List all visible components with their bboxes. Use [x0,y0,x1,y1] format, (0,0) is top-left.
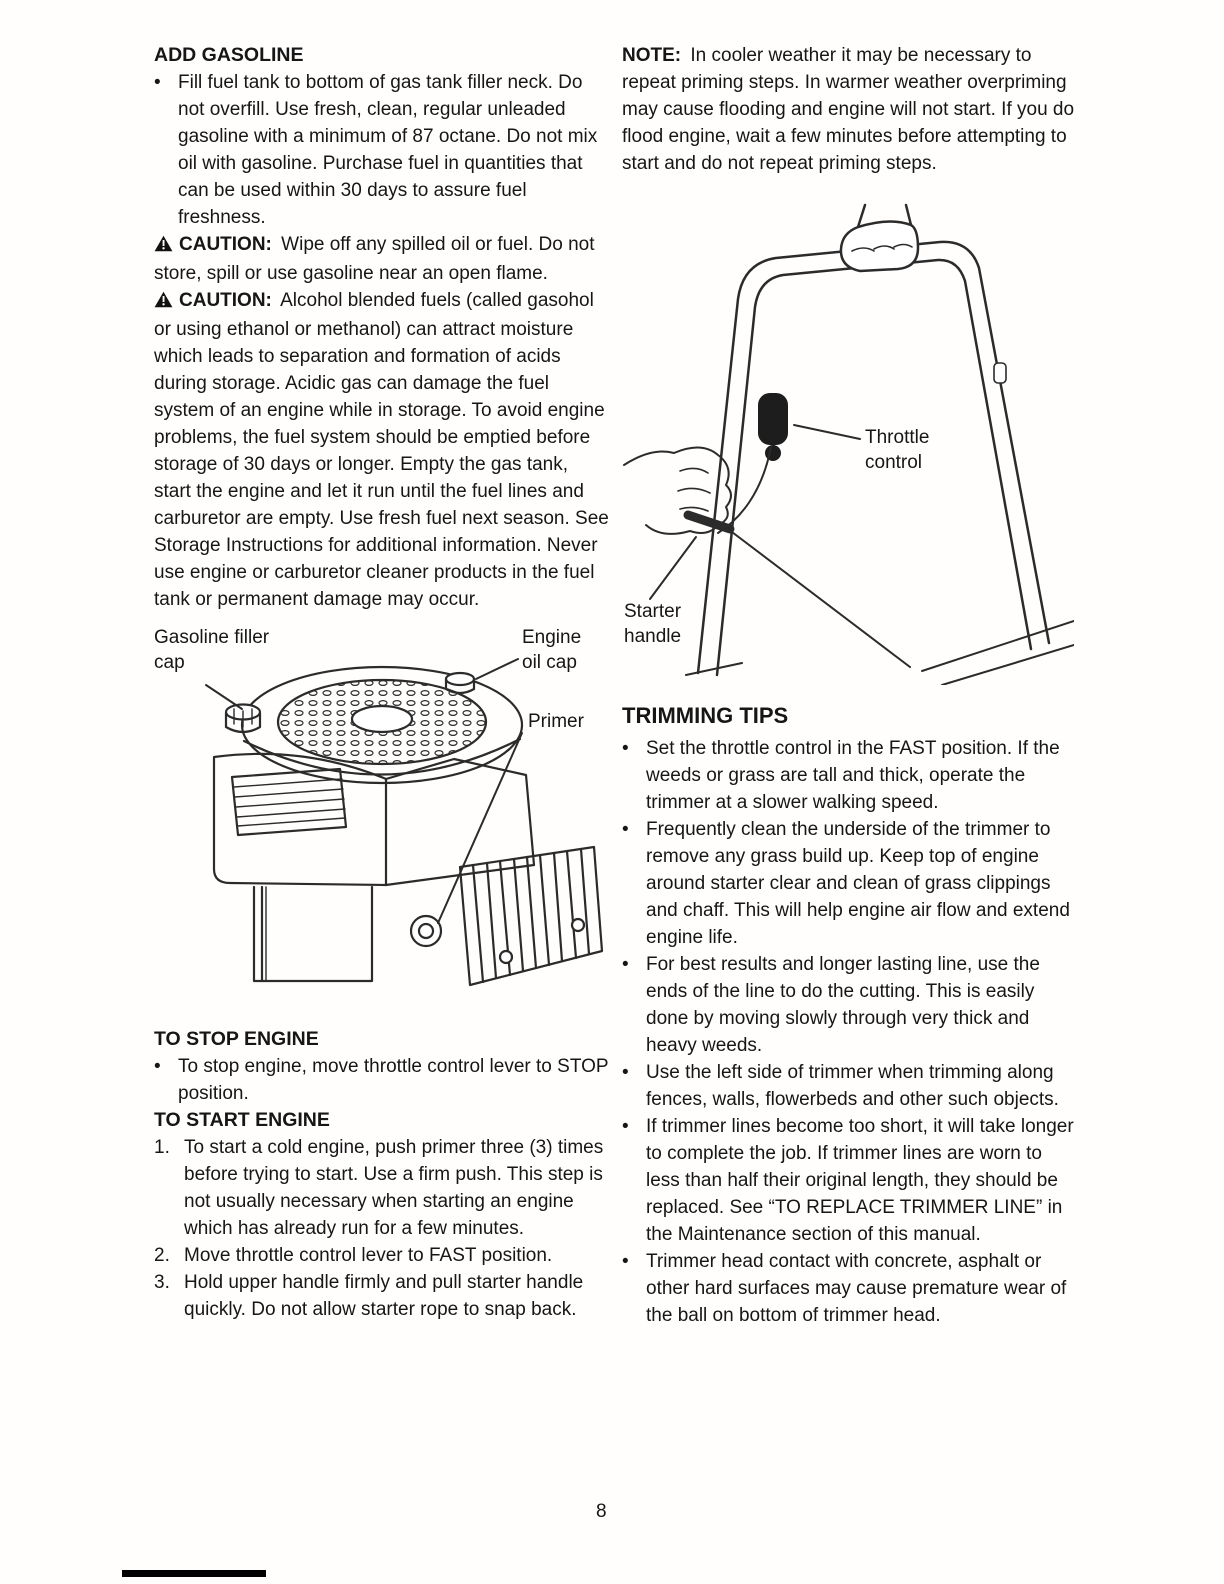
caution-text: Alcohol blended fuels (called gasohol or using ethanol or methanol) can attract moisture which leads to separation and formation of acids during storage. Acidic gas can damage the fuel system of an engine while in storage. To avoid engine problems, the fuel system should be emptied before storage of 30 days or longer. Empty the gas tank, start the engine and let it run until the fuel lines and carburetor are empty. Use fresh fuel next season. See Storage Instructions for additional information. Never use engine or carburetor cleaner products in the fuel tank or permanent damage may occur. [154,290,609,610]
trimming-tips-heading: TRIMMING TIPS [622,703,789,728]
trimming-tip-text: Use the left side of trimmer when trimming along fences, walls, flowerbeds and other such objects. [646,1062,1059,1110]
bullet-marker: • [154,72,161,93]
numbered-item [154,1134,610,1242]
list-item [622,735,1080,816]
item-text: Hold upper handle firmly and pull starter handle quickly. Do not allow starter rope to snap back. [184,1272,584,1320]
caution-icon [154,233,173,260]
to-stop-engine-text: To stop engine, move throttle control lever to STOP position. [178,1056,609,1104]
bullet-marker: • [622,738,629,759]
trimming-tip-text: If trimmer lines become too short, it will take longer to complete the job. If trimmer lines are worn to less than half their original length, they should be replaced. See “TO REPLACE TRIMMER LINE” in the Maintenance section of this manual. [646,1116,1074,1245]
caution-paragraph-1 [154,231,610,287]
note-paragraph [622,42,1080,177]
item-text: To start a cold engine, push primer three (3) times before trying to start. Use a firm push. This step is not usually necessary when starting an engine which has already run for a few minutes. [184,1137,604,1239]
engine-figure [154,629,606,1014]
trimming-tip-text: Frequently clean the underside of the trimmer to remove any grass build up. Keep top of engine around starter clear and clean of grass clippings and chaff. This will help engine air flow and extend engine life. [646,819,1070,948]
item-text: Move throttle control lever to FAST position. [184,1245,553,1266]
item-number: 2. [154,1245,170,1266]
trimming-tip-text: For best results and longer lasting line, use the ends of the line to do the cutting. This is easily done by moving slowly through very thick and heavy weeds. [646,954,1040,1056]
bullet-marker: • [622,1116,629,1137]
trimming-tip-text: Trimmer head contact with concrete, asphalt or other hard surfaces may cause premature wear of the ball on bottom of trimmer head. [646,1251,1067,1326]
list-item [622,816,1080,951]
list-item [622,1248,1080,1329]
item-number: 1. [154,1137,170,1158]
caution-paragraph-2 [154,287,610,613]
to-start-engine-heading: TO START ENGINE [154,1109,330,1131]
to-stop-engine-heading: TO STOP ENGINE [154,1028,319,1050]
handle-figure [622,203,1074,685]
bullet-marker: • [622,1062,629,1083]
list-item [154,1053,610,1107]
item-number: 3. [154,1272,170,1293]
numbered-item [154,1242,610,1269]
footer-scan-mark [122,1570,266,1577]
figure-label-primer: Primer [528,711,584,732]
numbered-item [154,1269,610,1323]
list-item [622,1113,1080,1248]
engine-illustration [154,629,606,1014]
trimming-tip-text: Set the throttle control in the FAST position. If the weeds or grass are tall and thick, operate the trimmer at a slower walking speed. [646,738,1060,813]
figure-label-engine-oil-cap: Engine oil cap [522,627,582,673]
right-column [622,42,1080,1329]
add-gasoline-heading: ADD GASOLINE [154,44,304,66]
note-text: In cooler weather it may be necessary to repeat priming steps. In warmer weather overpriming may cause flooding and engine will not start. If you do flood engine, wait a few minutes before attempting to start and do not repeat priming steps. [622,45,1075,174]
list-item [154,69,610,231]
caution-icon [154,289,173,316]
caution-label: CAUTION: [179,234,272,255]
caution-label: CAUTION: [179,290,272,311]
list-item [622,951,1080,1059]
bullet-marker: • [154,1056,161,1077]
add-gasoline-text: Fill fuel tank to bottom of gas tank filler neck. Do not overfill. Use fresh, clean, regular unleaded gasoline with a minimum of 87 octane. Do not mix oil with gasoline. Purchase fuel in quantities that can be used within 30 days to assure fuel freshness. [178,72,598,228]
caution-text: Wipe off any spilled oil or fuel. Do not store, spill or use gasoline near an open flame. [154,234,595,284]
bullet-marker: • [622,954,629,975]
figure-label-throttle-control: Throttle control [865,427,930,473]
list-item [622,1059,1080,1113]
bullet-marker: • [622,819,629,840]
page-number: 8 [596,1501,607,1522]
note-label: NOTE: [622,45,682,66]
bullet-marker: • [622,1251,629,1272]
figure-label-starter-handle: Starter handle [624,601,682,647]
left-column [154,42,610,1323]
figure-label-gasoline-filler-cap: Gasoline filler cap [154,627,270,673]
